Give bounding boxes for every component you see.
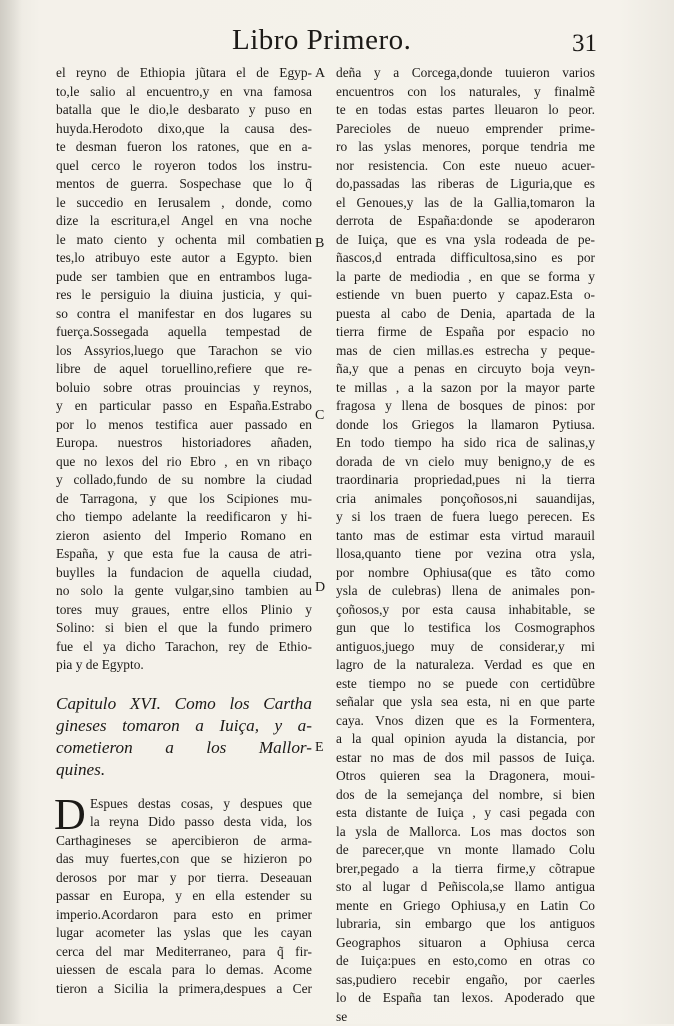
text-line: fragosa y llena de bosques de pinos: por bbox=[336, 397, 595, 416]
text-line: no solo la gente vulgar,sino tambien au bbox=[56, 582, 312, 601]
text-line: tierra firme de España por espacio no bbox=[336, 323, 595, 342]
text-line: lugar acometer las yslas que les cayan bbox=[56, 924, 312, 943]
text-line: tores muy graues, entre ellos Plinio y bbox=[56, 601, 312, 620]
text-line: tieron a Sicilia la primera,despues a Cer bbox=[56, 980, 312, 999]
text-line: los Assyrios,luego que Tarachon se vio bbox=[56, 342, 312, 361]
text-line: puesta al cabo de Denia, apartada de la bbox=[336, 305, 595, 324]
text-line: Carthagineses se apercibieron de arma- bbox=[56, 832, 312, 851]
text-line: lo de España tan lexos. Apoderado que bbox=[336, 989, 595, 1008]
text-line: que no lexos del rio Ebro , en vn ribaço bbox=[56, 453, 312, 472]
text-line: dos de la semejança del nombre, si bien bbox=[336, 786, 595, 805]
text-line: zieron asiento del Imperio Romano en bbox=[56, 527, 312, 546]
text-line: imperio.Acordaron para esto en primer bbox=[56, 906, 312, 925]
text-line: fue el ya dicho Tarachon, rey de Ethio- bbox=[56, 638, 312, 657]
text-line: cho tiempo adelante la reedificaron y hi- bbox=[56, 508, 312, 527]
margin-marker-a: A bbox=[315, 66, 325, 82]
right-text-column bbox=[336, 64, 595, 1026]
text-line: el Genoues,y las de la Gallia,tomaron la bbox=[336, 194, 595, 213]
right-column-paragraph bbox=[336, 64, 595, 1008]
text-line: de Tarragona, y que los Scipiones mu- bbox=[56, 490, 312, 509]
text-line: le mato ciento y ochenta mil combatien bbox=[56, 231, 312, 250]
text-line: de Iuiça:pues en esto,como en otras co bbox=[336, 952, 595, 971]
chapter-first-paragraph bbox=[56, 795, 312, 999]
text-line: pude ser tambien que en entrambos luga- bbox=[56, 268, 312, 287]
text-line: te desman fueron los ratones, que en a- bbox=[56, 138, 312, 157]
text-line: la parte de mediodia , en que se forma y bbox=[336, 268, 595, 287]
text-line: traordinaria propriedad,pues ni la tierra bbox=[336, 471, 595, 490]
chapter-heading-line: gineses tomaron a Iuiça, y a- bbox=[56, 715, 312, 737]
text-line: lubraria, sin embargo que los antiguos bbox=[336, 915, 595, 934]
text-line: so contra el manifestar en dos lugares su bbox=[56, 305, 312, 324]
text-line: deña y a Corcega,donde tuuieron varios bbox=[336, 64, 595, 83]
text-line: a la qual opinion ayuda la distancia, por bbox=[336, 730, 595, 749]
text-line: gun que lo testifica los Cosmographos bbox=[336, 619, 595, 638]
margin-marker-d: D bbox=[315, 580, 325, 596]
text-line: do,passadas las riberas de Liguria,que es bbox=[336, 175, 595, 194]
chapter-heading bbox=[56, 693, 312, 781]
text-line: señalar que ysla sea esta, ni en que parte bbox=[336, 693, 595, 712]
chapter-paragraph-lines bbox=[56, 795, 312, 999]
text-line: to,le salio al encuentro,y en vna famosa bbox=[56, 83, 312, 102]
text-line: de Iuiça, que es vna ysla rodeada de pe- bbox=[336, 231, 595, 250]
text-line: sas,pudiero recebir engaño, por caerles bbox=[336, 971, 595, 990]
text-line: caya. Vnos dizen que es la Formentera, bbox=[336, 712, 595, 731]
text-line: uiessen de escala para lo demas. Acome bbox=[56, 961, 312, 980]
text-line: te en todas estas partes lleuaron lo peor. bbox=[336, 101, 595, 120]
margin-marker-e: E bbox=[315, 740, 324, 756]
text-line: brer,pegado a la tierra firme,y cõtrapue bbox=[336, 860, 595, 879]
text-line: estar no mas de dos mil passos de Iuiça. bbox=[336, 749, 595, 768]
text-line: Solino: si bien el que la fundo primero bbox=[56, 619, 312, 638]
left-column-paragraph bbox=[56, 64, 312, 675]
text-line: esta distante de Iuiça , y casi pegada con bbox=[336, 804, 595, 823]
chapter-heading-line: quines. bbox=[56, 759, 312, 781]
text-line: sto al lugar d Peñiscola,se llamo antigua bbox=[336, 878, 595, 897]
text-line: por nombre Ophiusa(que es tãto como bbox=[336, 564, 595, 583]
text-line: batalla que le dio,le desbarato y puso en bbox=[56, 101, 312, 120]
text-line: quel cerco le royeron todos los instru- bbox=[56, 157, 312, 176]
text-line: y collado,fundo de su nombre la ciudad bbox=[56, 471, 312, 490]
page-gutter-shadow bbox=[0, 0, 22, 1024]
text-line: este tiempo no se puede con certidũbre bbox=[336, 675, 595, 694]
text-line: llosa,quanto tiene por vezina otra ysla, bbox=[336, 545, 595, 564]
left-text-column bbox=[56, 64, 312, 998]
text-line: En todo tiempo ha sido rica de salinas,y bbox=[336, 434, 595, 453]
page-number: 31 bbox=[572, 30, 597, 58]
margin-marker-c: C bbox=[315, 408, 324, 424]
text-line: por lo menos testifica auer passado en bbox=[56, 416, 312, 435]
text-line: fuerça.Sossegada aquella tempestad de bbox=[56, 323, 312, 342]
chapter-heading-line: Capitulo XVI. Como los Cartha bbox=[56, 693, 312, 715]
text-line: derrota de España:donde se apoderaron bbox=[336, 212, 595, 231]
text-line: Otros quieren sea la Dragonera, moui- bbox=[336, 767, 595, 786]
text-line: cerca del mar Mediterraneo, para q̃ fir- bbox=[56, 943, 312, 962]
text-line: mente en Griego Ophiusa,y en Latin Co bbox=[336, 897, 595, 916]
text-line: Espues destas cosas, y despues que bbox=[56, 795, 312, 814]
text-line: passar en Europa, y en ella estender su bbox=[56, 887, 312, 906]
text-line: libre de aquel toruellino,refiere que re- bbox=[56, 360, 312, 379]
chapter-heading-line: cometieron a los Mallor- bbox=[56, 737, 312, 759]
text-line: ysla de culebras) llena de animales pon- bbox=[336, 582, 595, 601]
text-line: y en particular passo en España.Estrabo bbox=[56, 397, 312, 416]
text-line: huyda.Herodoto dixo,que la causa des- bbox=[56, 120, 312, 139]
text-line: Europa. nuestros historiadores añaden, bbox=[56, 434, 312, 453]
text-line: tanto mas de estimar esta virtud marauil bbox=[336, 527, 595, 546]
text-line: encuentros con los naturales, y finalmẽ bbox=[336, 83, 595, 102]
text-line: le succedio en Ierusalem , donde, como bbox=[56, 194, 312, 213]
text-line: ñascos,d entrada difficultosa,sino es por bbox=[336, 249, 595, 268]
text-line: mentos de guerra. Sospechase que lo q̃ bbox=[56, 175, 312, 194]
running-head: Libro Primero. bbox=[232, 24, 411, 57]
text-line: mas de cien millas.es estrecha y peque- bbox=[336, 342, 595, 361]
catchword: se bbox=[336, 1008, 595, 1026]
text-line: derosos por mar y por tierra. Deseauan bbox=[56, 869, 312, 888]
text-line: boluio sobre otras prouincias y reynos, bbox=[56, 379, 312, 398]
text-line: nor resistencia. Con este nueuo acuer- bbox=[336, 157, 595, 176]
text-line: España, y que esta fue la causa de atri- bbox=[56, 545, 312, 564]
text-line: cria animales ponçoñosos,ni sauandijas, bbox=[336, 490, 595, 509]
text-line: la reyna Dido passo desta vida, los bbox=[56, 813, 312, 832]
text-line: te millas , a la sazon por la mayor parte bbox=[336, 379, 595, 398]
text-line: Parecioles de nueuo emprender prime- bbox=[336, 120, 595, 139]
text-line: la ysla de Mallorca. Los mas doctos son bbox=[336, 823, 595, 842]
text-line: pia y de Egypto. bbox=[56, 656, 312, 675]
text-line: de parecer,que vn monte llamado Colu bbox=[336, 841, 595, 860]
text-line: dize la escritura,el Angel en vna noche bbox=[56, 212, 312, 231]
drop-capital: D bbox=[54, 795, 86, 835]
text-line: buylles la fundacion de aquella ciudad, bbox=[56, 564, 312, 583]
text-line: dorada de vn cielo muy benigno,y de es bbox=[336, 453, 595, 472]
text-line: el reyno de Ethiopia jũtara el de Egyp- bbox=[56, 64, 312, 83]
text-line: das muy fuertes,con que se hizieron po bbox=[56, 850, 312, 869]
text-line: antiguos,juego muy de considerar,y mi bbox=[336, 638, 595, 657]
text-line: y si los traen de fuera luego perecen. Es bbox=[336, 508, 595, 527]
text-line: res le persiguio la diuina justicia, y qui- bbox=[56, 286, 312, 305]
text-line: estiende vn buen puerto y capaz.Esta o- bbox=[336, 286, 595, 305]
text-line: lagro de la naturaleza. Verdad es que en bbox=[336, 656, 595, 675]
text-line: çoñosos,y por esta causa inhabitable, se bbox=[336, 601, 595, 620]
text-line: donde los Griegos la llamaron Pytiusa. bbox=[336, 416, 595, 435]
text-line: ro las yslas menores, porque tendria me bbox=[336, 138, 595, 157]
text-line: tes,lo atribuyo este autor a Egypto. bien bbox=[56, 249, 312, 268]
text-line: Geographos situaron a Ophiusa cerca bbox=[336, 934, 595, 953]
margin-marker-b: B bbox=[315, 236, 324, 252]
text-line: ña,y que a penas en circuyto boja veyn- bbox=[336, 360, 595, 379]
